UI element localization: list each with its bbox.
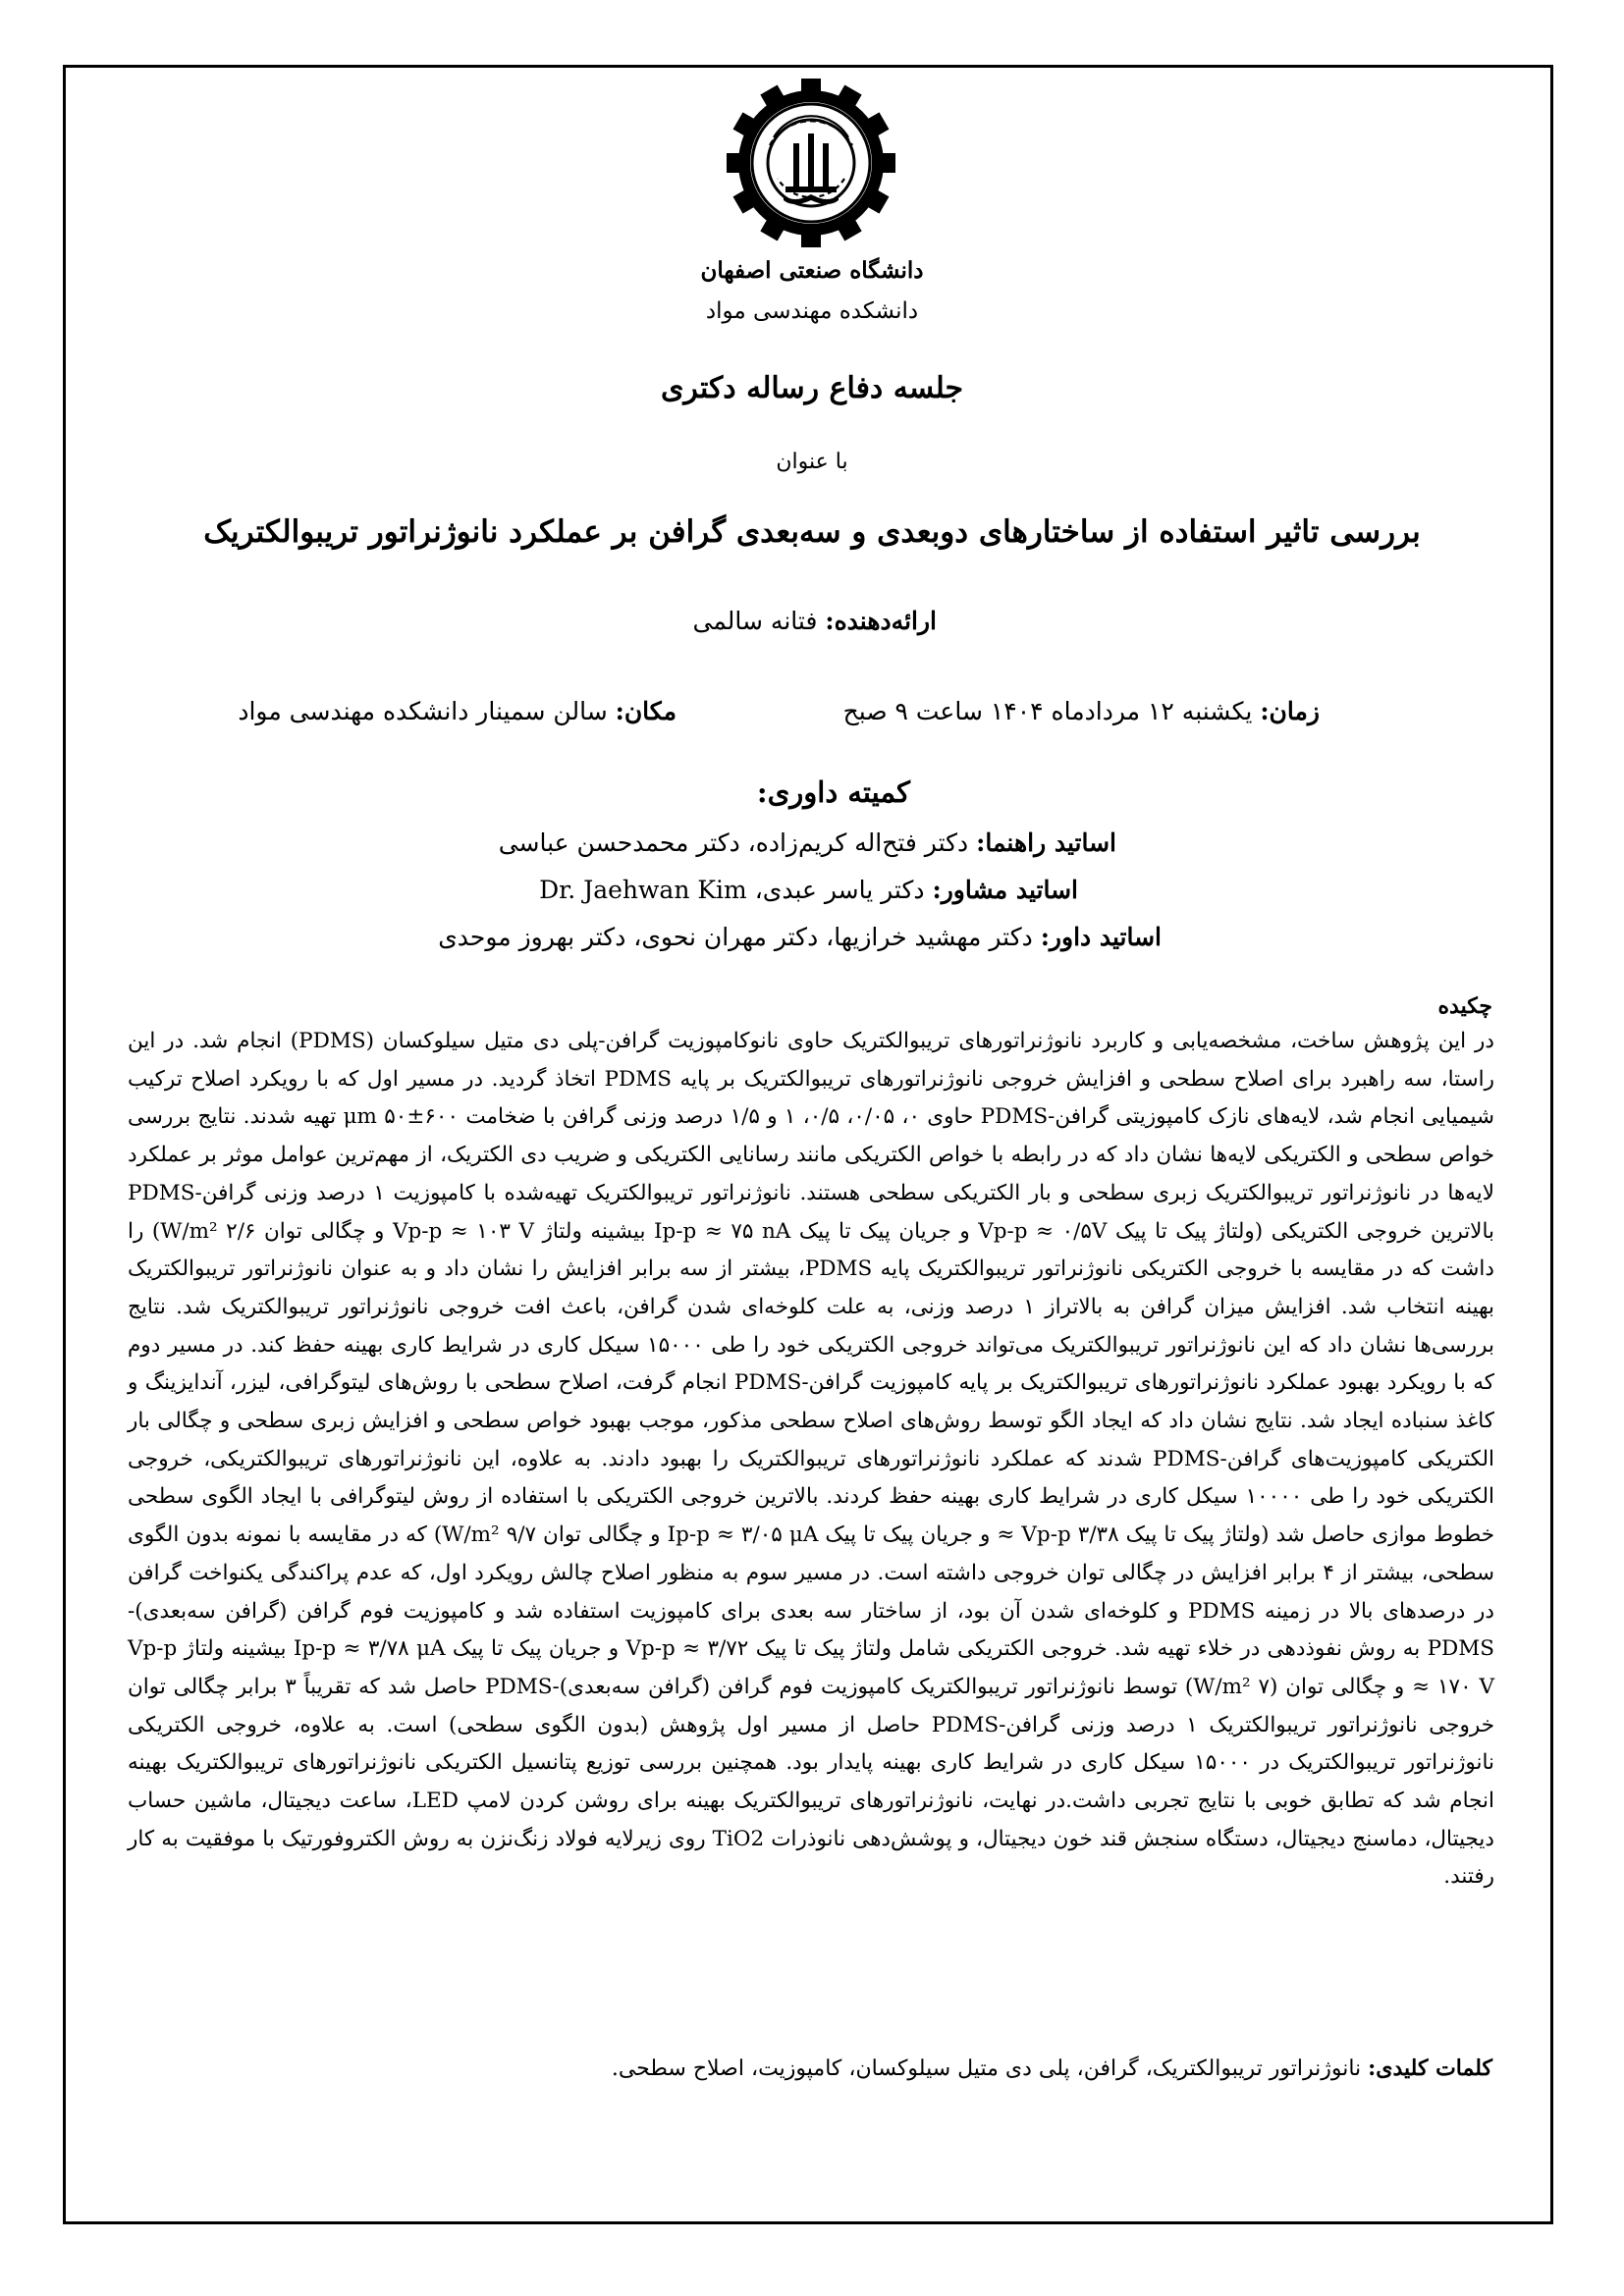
abstract-body: در این پژوهش ساخت، مشخصه‌یابی و کاربرد نانوژنراتورهای تریبوالکتریک حاوی نانوکامپوزیت گرافن-پلی دی متیل سیلوکسان (PDMS) انجام شد. در این راستا، سه راهبرد برای اصلاح سطحی و افزایش خروجی نانوژنراتورهای تریبوالکتریک بر پایه PDMS اتخاذ گردید. در مسیر اول که با رویکرد اصلاح ترکیب شیمیایی انجام شد، لایه‌های نازک کامپوزیتی گرافن-PDMS حاوی ۰، ۰/۰۵، ۰/۵، ۱ و ۱/۵ درصد وزنی گرافن با ضخامت ۶۰۰±۵۰ μm تهیه شدند. نتایج بررسی خواص سطحی و الکتریکی لایه‌ها نشان داد که در رابطه با خواص الکتریکی مانند رسانایی الکتریکی و ضریب دی الکتریک، از مهم‌ترین عوامل موثر بر عملکرد لایه‌ها در نانوژنراتور تریبوالکتریک زبری سطحی و بار الکتریکی سطحی هستند. نانوژنراتور تریبوالکتریک تهیه‌شده با کامپوزیت ۱ درصد وزنی گرافن-PDMS بالاترین خروجی الکتریکی (ولتاژ پیک تا پیک Vp-p ≈ ۰/۵V و جریان پیک تا پیک Ip-p ≈ ۷۵ nA بیشینه ولتاژ Vp-p ≈ ۱۰۳ V و چگالی توان ۲/۶ W/m²) را داشت که در مقایسه با خروجی الکتریکی نانوژنراتور تریبوالکتریک پایه PDMS، بیشتر از سه برابر افزایش را نشان داد و به عنوان نانوژنراتور تریبوالکتریک بهینه انتخاب شد. افزایش میزان گرافن به بالاتراز ۱ درصد وزنی، به علت کلوخه‌ای شدن گرافن، باعث افت خروجی نانوژنراتور تریبوالکتریک شد. نتایج بررسی‌ها نشان داد که این نانوژنراتور تریبوالکتریک می‌تواند خروجی الکتریکی خود را طی ۱۵۰۰۰ سیکل کاری در شرایط کاری بهینه حفظ کند. در مسیر دوم که با رویکرد بهبود عملکرد نانوژنراتورهای تریبوالکتریک بر پایه کامپوزیت گرافن-PDMS انجام گرفت، اصلاح سطحی با روش‌های لیتوگرافی، لیزر، آندایزینگ و کاغذ سنباده ایجاد شد. نتایج نشان داد که ایجاد الگو توسط روش‌های اصلاح سطحی مذکور، موجب بهبود خواص سطحی و افزایش زبری سطحی و چگالی بار الکتریکی کامپوزیت‌های گرافن-PDMS شدند که عملکرد نانوژنراتورهای تریبوالکتریک را بهبود دادند. به علاوه، این نانوژنراتورهای تریبوالکتریکی، خروجی الکتریکی خود را طی ۱۰۰۰۰ سیکل کاری در شرایط کاری بهینه حفظ کردند. بالاترین خروجی الکتریکی با استفاده از روش لیتوگرافی با ایجاد الگوی سطحی خطوط موازی حاصل شد (ولتاژ پیک تا پیک ۳/۳۸ Vp-p ≈ و جریان پیک تا پیک Ip-p ≈ ۳/۰۵ μA و چگالی توان ۹/۷ W/m²) که در مقایسه با نمونه بدون الگوی سطحی، بیشتر از ۴ برابر افزایش در چگالی توان خروجی داشته است. در مسیر سوم به منظور اصلاح چالش رویکرد اول، که عدم پراکندگی یکنواخت گرافن در درصدهای بالا در زمینه PDMS و کلوخه‌ای شدن آن بود، از ساختار سه بعدی برای کامپوزیت استفاده شد و کامپوزیت فوم گرافن (گرافن سه‌بعدی)-PDMS به روش نفوذدهی در خلاء تهیه شد. خروجی الکتریکی شامل ولتاژ پیک تا پیک Vp-p ≈ ۳/۷۲ و جریان پیک تا پیک Ip-p ≈ ۳/۷۸ μA بیشینه ولتاژ Vp-p ≈ ۱۷۰ V و چگالی توان (۷ W/m²) توسط نانوژنراتور تریبوالکتریک کامپوزیت فوم گرافن (گرافن سه‌بعدی)-PDMS حاصل شد که تقریباً ۳ برابر چگالی توان خروجی نانوژنراتور تریبوالکتریک ۱ درصد وزنی گرافن-PDMS حاصل از مسیر اول پژوهش (بدون الگوی سطحی) است. به علاوه، خروجی الکتریکی نانوژنراتور تریبوالکتریک در ۱۵۰۰۰ سیکل کاری در شرایط کاری بهینه پایدار بود. همچنین بررسی توزیع پتانسیل الکتریکی نانوژنراتورهای تریبوالکتریک بهینه انجام شد که تطابق خوبی با نتایج تجربی داشت.در نهایت، نانوژنراتورهای تریبوالکتریک بهینه برای روشن کردن لامپ LED، ساعت دیجیتال، ماشین حساب دیجیتال، دماسنج دیجیتال، دستگاه سنجش قند خون دیجیتال، و پوشش‌دهی نانوذرات TiO2 روی زیرلایه فولاد زنگ‌نزن به روش الکتروفورتیک با موفقیت به کار رفتند. xyxy=(128,1029,1495,1890)
referees-value: دکتر مهشید خرازیها، دکتر مهران نحوی، دکتر بهروز موحدی xyxy=(438,923,1033,951)
time-label: زمان: xyxy=(1260,697,1320,725)
place-label: مکان: xyxy=(615,697,677,725)
advisors-line xyxy=(539,876,1078,904)
keywords-label: کلمات کلیدی: xyxy=(1368,2056,1492,2081)
faculty-name: دانشکده مهندسی مواد xyxy=(705,298,919,324)
university-name: دانشگاه صنعتی اصفهان xyxy=(700,257,924,284)
presenter-value: فتانه سالمی xyxy=(692,607,818,635)
time-line xyxy=(843,697,1320,725)
keywords-line xyxy=(126,2056,1492,2081)
thesis-title: بررسی تاثیر استفاده از ساختارهای دوبعدی و سه‌بعدی گرافن بر عملکرد نانوژنراتور تریبوالکتریک xyxy=(203,514,1421,550)
supervisors-label: اساتید راهنما: xyxy=(976,828,1116,857)
presenter-line xyxy=(693,607,938,635)
with-title-label: با عنوان xyxy=(776,450,848,474)
place-value: سالن سمینار دانشکده مهندسی مواد xyxy=(238,697,608,725)
abstract-title: چکیده xyxy=(1437,993,1492,1019)
time-value: یکشنبه ۱۲ مردادماه ۱۴۰۴ ساعت ۹ صبح xyxy=(842,697,1253,725)
advisors-label: اساتید مشاور: xyxy=(932,876,1078,904)
referees-line xyxy=(438,923,1162,951)
referees-label: اساتید داور: xyxy=(1040,923,1162,951)
university-gear-seal-icon xyxy=(725,77,897,249)
place-line xyxy=(238,697,677,725)
supervisors-line xyxy=(499,828,1116,857)
advisors-value: دکتر یاسر عبدی، Dr. Jaehwan Kim xyxy=(539,876,925,904)
keywords-value: نانوژنراتور تریبوالکتریک، گرافن، پلی دی متیل سیلوکسان، کامپوزیت، اصلاح سطحی. xyxy=(611,2056,1362,2081)
presenter-label: ارائه‌دهنده: xyxy=(825,607,937,635)
supervisors-value: دکتر فتح‌اله کریم‌زاده، دکتر محمدحسن عباسی xyxy=(498,828,969,857)
session-title: جلسه دفاع رساله دکتری xyxy=(660,371,964,405)
committee-title: کمیته داوری: xyxy=(756,775,910,809)
